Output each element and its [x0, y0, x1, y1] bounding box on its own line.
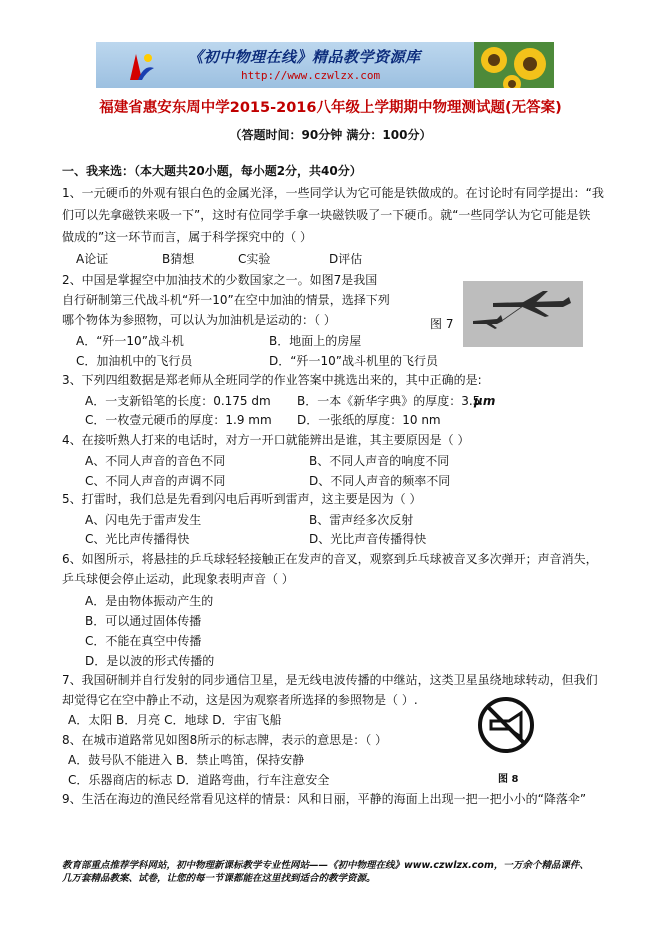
question-6-line-1: 6、如图所示，将悬挂的乒乓球轻轻接触正在发声的音叉，观察到乒乓球被音叉多次弹开；声音消失， [62, 552, 598, 566]
micrometer-unit: μm [474, 394, 496, 408]
question-8-options-cd: C．乐器商店的标志 D．道路弯曲，行车注意安全 [68, 773, 330, 787]
question-7-options: A．太阳 B．月亮 C．地球 D．宇宙飞船 [68, 713, 282, 727]
question-6-line-2: 乒乓球便会停止运动，此现象表明声音（ ） [62, 572, 294, 586]
footer-line-2: 几万套精品教案、试卷，让您的每一节课都能在这里找到适合的教学资源。 [62, 873, 376, 884]
question-6-option-a: A．是由物体振动产生的 [85, 594, 214, 608]
question-4-option-c: C、不同人声音的声调不同 [85, 474, 226, 488]
page-title: 福建省惠安东周中学2015-2016八年级上学期期中物理测试题(无答案) [99, 100, 562, 116]
question-1-line-3: 做成的”这一环节而言，属于科学探究中的（ ） [62, 230, 313, 244]
question-4-option-b: B、不同人声音的响度不同 [309, 454, 450, 468]
question-2-option-c: C．加油机中的飞行员 [76, 354, 193, 368]
header-banner [96, 42, 554, 88]
figure-7-label: 图 7 [430, 317, 454, 331]
no-horn-sign-icon [476, 695, 536, 755]
question-7-line-2: 却觉得它在空中静止不动，这是因为观察者所选择的参照物是（ ）. [62, 693, 418, 707]
question-1-option-b: B猜想 [162, 252, 195, 266]
page-footer [62, 859, 589, 885]
figure-8-label: 图 8 [498, 774, 519, 785]
question-5-option-b: B、雷声经多次反射 [309, 513, 414, 527]
question-1-option-a: A论证 [76, 252, 109, 266]
question-3-option-d: D．一张纸的厚度：10 nm [297, 413, 441, 427]
question-6-option-b: B．可以通过固体传播 [85, 614, 202, 628]
banner-url[interactable]: http://www.czwlzx.com [241, 69, 381, 82]
question-5-option-d: D、光比声音传播得快 [309, 532, 427, 546]
question-1-line-2: 们可以先拿磁铁来吸一下”，这时有位同学手拿一块磁铁吸了一下硬币。就“一些同学认为它可能是铁 [62, 208, 591, 222]
question-7-line-1: 7、我国研制并自行发射的同步通信卫星，是无线电波传播的中继站，这类卫星虽绕地球转动，但我们 [62, 673, 598, 687]
question-3-option-c: C．一枚壹元硬币的厚度：1.9 mm [85, 413, 272, 427]
aerial-refueling-photo [463, 281, 583, 347]
question-4-line-1: 4、在接听熟人打来的电话时，对方一开口就能辨出是谁，其主要原因是（ ） [62, 433, 470, 447]
sunflower-icon [474, 42, 554, 88]
question-2-line-1: 2、中国是掌握空中加油技术的少数国家之一。如图7是我国 [62, 273, 378, 287]
question-2-option-b: B．地面上的房屋 [269, 334, 362, 348]
question-4-option-a: A、不同人声音的音色不同 [85, 454, 226, 468]
question-5-line-1: 5、打雷时，我们总是先看到闪电后再听到雷声，这主要是因为（ ） [62, 492, 422, 506]
question-5-option-a: A、闪电先于雷声发生 [85, 513, 202, 527]
question-2-option-a: A．“歼一10”战斗机 [76, 334, 184, 348]
question-6-option-c: C．不能在真空中传播 [85, 634, 202, 648]
footer-line-1: 教育部重点推荐学科网站，初中物理新课标教学专业性网站——《初中物理在线》www.czwlzx.com，一万余个精品课件、 [62, 860, 589, 871]
question-2-option-d: D．“歼一10”战斗机里的飞行员 [269, 354, 438, 368]
question-6-option-d: D．是以波的形式传播的 [85, 654, 215, 668]
exam-info: （答题时间：90分钟 满分：100分） [229, 128, 432, 142]
question-3-option-a: A．一支新铅笔的长度：0.175 dm [85, 394, 271, 408]
banner-title: 《初中物理在线》精品教学资源库 [188, 48, 421, 66]
question-5-option-c: C、光比声传播得快 [85, 532, 190, 546]
question-9-line-1: 9、生活在海边的渔民经常看见这样的情景：风和日丽，平静的海面上出现一把一把小小的“降落伞” [62, 792, 587, 806]
question-1-option-c: C实验 [238, 252, 271, 266]
question-1-option-d: D评估 [329, 252, 363, 266]
question-4-option-d: D、不同人声音的频率不同 [309, 474, 451, 488]
question-3-line-1: 3、下列四组数据是郑老师从全班同学的作业答案中挑选出来的，其中正确的是: [62, 373, 482, 387]
logo-icon [126, 50, 156, 82]
question-2-line-2: 自行研制第三代战斗机“歼一10”在空中加油的情景，选择下列 [62, 293, 390, 307]
question-3-option-b: B．一本《新华字典》的厚度：3.5 [297, 394, 481, 408]
question-2-line-3: 哪个物体为参照物，可以认为加油机是运动的：（ ） [62, 313, 336, 327]
question-8-options-ab: A．鼓号队不能进入 B．禁止鸣笛，保持安静 [68, 753, 305, 767]
question-8-line-1: 8、在城市道路常见如图8所示的标志牌，表示的意思是：（ ） [62, 733, 388, 747]
section-heading: 一、我来选：（本大题共20小题，每小题2分，共40分） [62, 164, 362, 178]
question-1-line-1: 1、一元硬币的外观有银白色的金属光泽，一些同学认为它可能是铁做成的。在讨论时有同学提出：“我 [62, 186, 604, 200]
